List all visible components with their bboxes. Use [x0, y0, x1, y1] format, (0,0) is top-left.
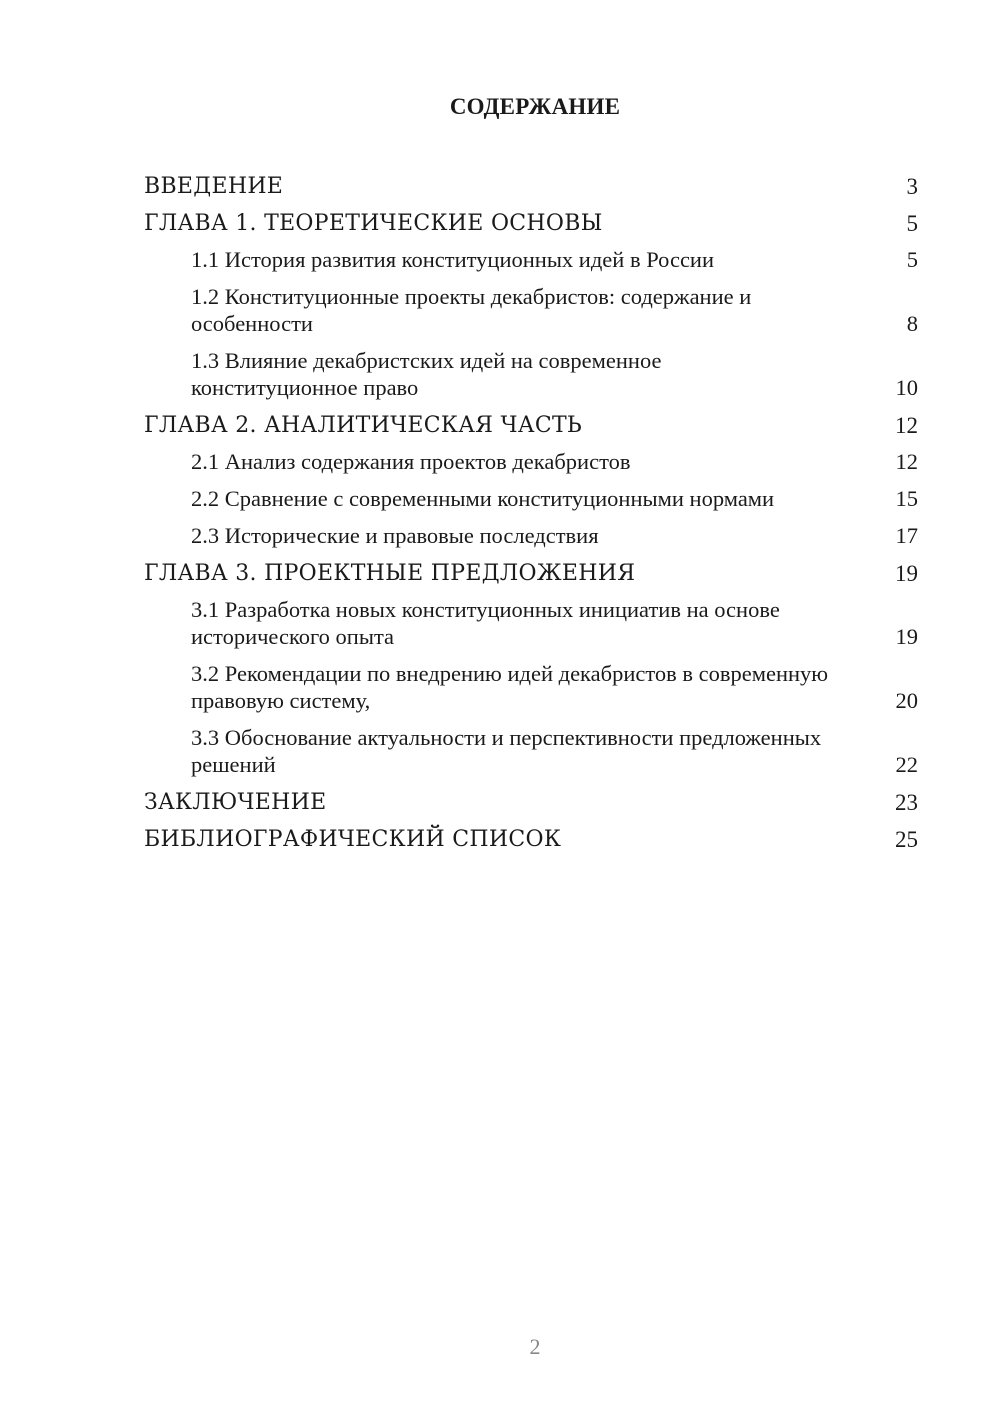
toc-entry-title: ГЛАВА 1. ТЕОРЕТИЧЕСКИЕ ОСНОВЫ — [144, 211, 603, 236]
toc-entry-title: 1.3 Влияние декабристских идей на современное конституционное право — [191, 348, 662, 400]
toc-entry-title: 1.1 История развития конституционных идей в России — [191, 247, 715, 272]
toc-entry-title: 2.3 Исторические и правовые последствия — [191, 523, 599, 548]
toc-entry-chapter-3[interactable] — [144, 555, 918, 592]
toc-entry-section-2-2[interactable] — [144, 481, 918, 518]
toc-entry-bibliography[interactable] — [144, 821, 918, 858]
toc-entry-page: 10 — [895, 375, 918, 400]
toc-entry-section-1-3[interactable] — [144, 343, 918, 407]
page-title: СОДЕРЖАНИЕ — [449, 94, 621, 119]
toc-entry-title: 3.3 Обоснование актуальности и перспективности предложенных решений — [191, 725, 822, 777]
toc-entry-page: 15 — [895, 486, 918, 511]
toc-entry-title: ГЛАВА 2. АНАЛИТИЧЕСКАЯ ЧАСТЬ — [144, 413, 583, 438]
toc-entry-conclusion[interactable] — [144, 784, 918, 821]
toc-entry-title: БИБЛИОГРАФИЧЕСКИЙ СПИСОК — [144, 827, 562, 852]
toc-entry-section-2-3[interactable] — [144, 518, 918, 555]
toc-entry-section-3-3[interactable] — [144, 720, 918, 784]
toc-entry-title: 2.2 Сравнение с современными конституционными нормами — [191, 486, 775, 511]
toc-entry-page: 3 — [906, 174, 918, 199]
toc-entry-title: 1.2 Конституционные проекты декабристов: содержание и особенности — [191, 284, 752, 336]
toc-entry-page: 17 — [895, 523, 918, 548]
toc-entry-title: 2.1 Анализ содержания проектов декабристов — [191, 449, 631, 474]
toc-entry-title: 3.2 Рекомендации по внедрению идей декабристов в современную правовую систему, — [191, 661, 829, 713]
toc-entry-title: ГЛАВА 3. ПРОЕКТНЫЕ ПРЕДЛОЖЕНИЯ — [144, 561, 636, 586]
toc-entry-title: ЗАКЛЮЧЕНИЕ — [144, 790, 327, 815]
toc-entry-section-3-2[interactable] — [144, 656, 918, 720]
toc-entry-chapter-2[interactable] — [144, 407, 918, 444]
toc-entry-page: 12 — [895, 413, 918, 438]
table-of-contents — [144, 168, 918, 858]
toc-entry-page: 25 — [895, 827, 918, 852]
toc-entry-page: 23 — [895, 790, 918, 815]
toc-entry-introduction[interactable] — [144, 168, 918, 205]
toc-entry-page: 19 — [895, 561, 918, 586]
toc-entry-section-3-1[interactable] — [144, 592, 918, 656]
toc-entry-page: 20 — [895, 688, 918, 713]
page-number: 2 — [529, 1334, 541, 1359]
toc-entry-title: 3.1 Разработка новых конституционных инициатив на основе исторического опыта — [191, 597, 780, 649]
toc-entry-section-1-2[interactable] — [144, 279, 918, 343]
toc-entry-section-1-1[interactable] — [144, 242, 918, 279]
toc-entry-title: ВВЕДЕНИЕ — [144, 174, 284, 199]
toc-entry-page: 8 — [906, 311, 918, 336]
toc-entry-page: 12 — [895, 449, 918, 474]
toc-entry-section-2-1[interactable] — [144, 444, 918, 481]
toc-entry-page: 22 — [895, 752, 918, 777]
toc-entry-page: 19 — [895, 624, 918, 649]
toc-entry-chapter-1[interactable] — [144, 205, 918, 242]
toc-entry-page: 5 — [906, 247, 918, 272]
toc-entry-page: 5 — [906, 211, 918, 236]
